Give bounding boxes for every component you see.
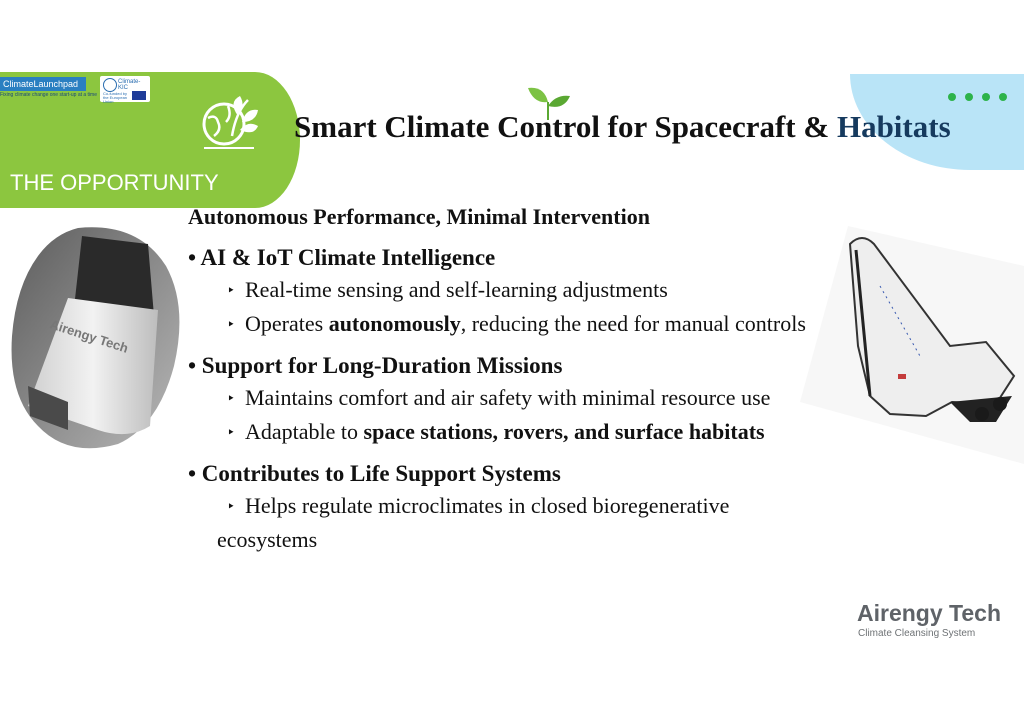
list-item (188, 416, 828, 450)
bullet-icon: ‣ (226, 284, 236, 299)
item-text: Helps regulate microclimates in closed bioregenerative ecosystems (217, 493, 730, 552)
dot (965, 93, 973, 101)
section-label: THE OPPORTUNITY (10, 170, 219, 195)
item-text: , reducing the need for manual controls (460, 311, 806, 336)
section-title: • AI & IoT Climate Intelligence (188, 245, 496, 270)
section-title: • Contributes to Life Support Systems (188, 461, 561, 486)
device-product-photo (8, 226, 180, 452)
climate-kic-circle-icon (103, 78, 117, 92)
list-item (188, 274, 828, 308)
device-brand-label: Airengy Tech (48, 316, 131, 356)
item-bold-text: autonomously (328, 311, 461, 336)
airengy-brand-tagline: Climate Cleansing System (858, 628, 976, 639)
eu-flag-icon (132, 91, 146, 100)
space-shuttle-photo (800, 226, 1024, 464)
dot (999, 93, 1007, 101)
climate-kic-logo (100, 76, 150, 102)
subheading: Autonomous Performance, Minimal Intervention (188, 204, 650, 229)
section-life-support (188, 458, 828, 556)
section-long-duration (188, 350, 828, 450)
item-text: Maintains comfort and air safety with minimal resource use (245, 385, 771, 410)
list-item (188, 490, 828, 556)
climate-kic-name: Climate-KIC (118, 79, 141, 91)
bullet-icon: ‣ (226, 500, 236, 515)
item-text: Adaptable to (245, 419, 364, 444)
earth-leaves-icon (198, 92, 260, 152)
eu-funding-text: Co-funded by the European Union (103, 91, 128, 104)
title-main: Smart Climate Control for Spacecraft & (294, 109, 837, 144)
item-bold-text: space stations, rovers, and surface habitats (363, 419, 765, 444)
bullet-icon: ‣ (226, 392, 236, 407)
dot (948, 93, 956, 101)
bullet-icon: ‣ (226, 426, 236, 441)
page-title (294, 109, 951, 145)
title-highlight: Habitats (836, 109, 951, 144)
dot (982, 93, 990, 101)
bullet-content (188, 242, 828, 564)
logo-tagline: Fixing climate change one start-up at a time (0, 92, 97, 98)
climate-launchpad-logo: ClimateLaunchpad (0, 77, 86, 91)
list-item (188, 382, 828, 416)
item-text: Real-time sensing and self-learning adjustments (245, 277, 668, 302)
decorative-dots (948, 88, 1016, 106)
bullet-icon: ‣ (226, 318, 236, 333)
section-title: • Support for Long-Duration Missions (188, 353, 563, 378)
airengy-brand-logo: Airengy Tech (857, 600, 1001, 626)
list-item (188, 308, 828, 342)
section-ai-iot (188, 242, 828, 342)
item-text: Operates (245, 311, 329, 336)
